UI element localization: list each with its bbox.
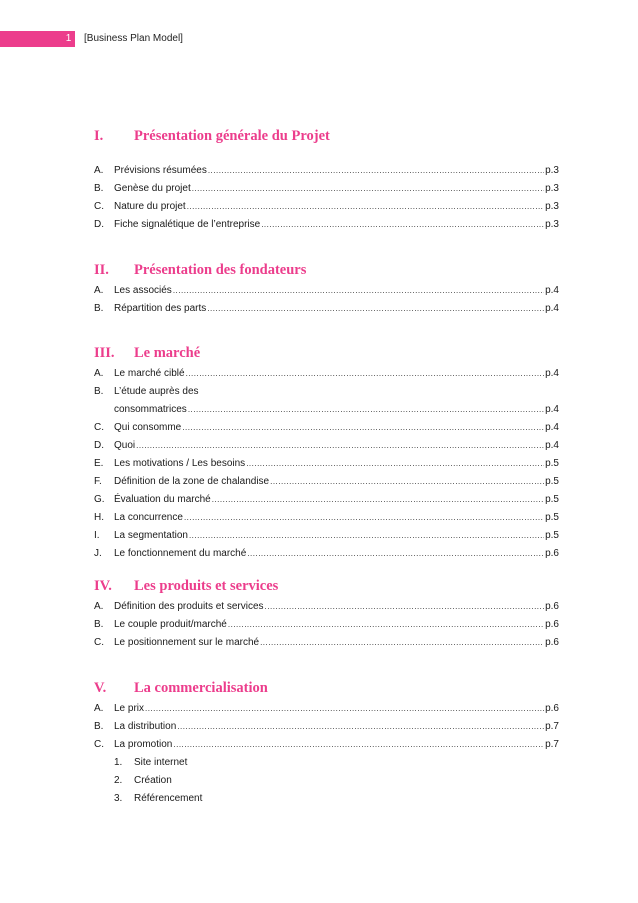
entry-letter: I.	[94, 530, 100, 541]
toc-entry[interactable]	[94, 545, 559, 563]
entry-text: La distribution	[114, 721, 177, 732]
entry-text: La promotion	[114, 739, 173, 750]
toc-entry[interactable]	[94, 527, 559, 545]
toc-entry[interactable]	[94, 509, 559, 527]
dot-leader	[247, 545, 544, 563]
entry-page: p.4	[545, 303, 559, 314]
section-heading	[94, 578, 559, 598]
entry-page: p.3	[545, 201, 559, 212]
toc-entry[interactable]	[94, 736, 559, 754]
entry-page: p.5	[545, 458, 559, 469]
entry-text: Genèse du projet	[114, 183, 191, 194]
section-number: III.	[94, 345, 115, 361]
entry-page: p.5	[545, 476, 559, 487]
section-number: I.	[94, 128, 104, 144]
section-heading	[94, 680, 559, 700]
dot-leader	[184, 509, 544, 527]
entry-letter: A.	[94, 165, 104, 176]
entry-page: p.4	[545, 422, 559, 433]
dot-leader	[186, 365, 545, 383]
entry-letter: B.	[94, 303, 104, 314]
toc-entry[interactable]	[94, 419, 559, 437]
entry-text-continuation: consommatrices	[114, 404, 187, 415]
entry-text: Le prix	[114, 703, 145, 714]
toc-entry[interactable]	[94, 718, 559, 736]
dot-leader	[189, 527, 544, 545]
entry-text: Définition de la zone de chalandise	[114, 476, 270, 487]
toc-subentry[interactable]	[114, 790, 559, 808]
entry-text: Le marché ciblé	[114, 368, 185, 379]
section-title: Présentation générale du Projet	[134, 128, 330, 144]
dot-leader	[212, 491, 544, 509]
subentry-text: Référencement	[134, 793, 203, 804]
dot-leader	[145, 700, 544, 718]
entry-letter: B.	[94, 619, 104, 630]
entry-text: Répartition des parts	[114, 303, 207, 314]
entry-letter: C.	[94, 637, 104, 648]
toc-section-1	[94, 128, 559, 234]
entry-letter: G.	[94, 494, 105, 505]
dot-leader	[207, 300, 544, 318]
toc-subentry[interactable]	[114, 772, 559, 790]
entry-letter: D.	[94, 219, 104, 230]
entry-text: Les associés	[114, 285, 172, 296]
toc-entry[interactable]	[94, 162, 559, 180]
entry-text: Définition des produits et services	[114, 601, 264, 612]
toc-section-3	[94, 345, 559, 563]
document-header-title: [Business Plan Model]	[84, 33, 183, 44]
toc-entry[interactable]	[94, 180, 559, 198]
entry-text: Les motivations / Les besoins	[114, 458, 246, 469]
dot-leader	[208, 162, 544, 180]
section-number: V.	[94, 680, 107, 696]
entry-letter: A.	[94, 703, 104, 714]
entry-letter: C.	[94, 422, 104, 433]
entry-page: p.7	[545, 721, 559, 732]
section-title: Les produits et services	[134, 578, 279, 594]
toc-entry[interactable]	[94, 216, 559, 234]
toc-section-4	[94, 578, 559, 652]
dot-leader	[187, 198, 544, 216]
toc-entry[interactable]	[94, 598, 559, 616]
dot-leader	[173, 736, 544, 754]
entry-text: Fiche signalétique de l’entreprise	[114, 219, 261, 230]
entry-letter: F.	[94, 476, 102, 487]
entry-page: p.4	[545, 285, 559, 296]
dot-leader	[177, 718, 544, 736]
toc-entry-continuation[interactable]	[94, 401, 559, 419]
dot-leader	[270, 473, 544, 491]
section-heading	[94, 128, 559, 148]
entry-page: p.7	[545, 739, 559, 750]
entry-text: Nature du projet	[114, 201, 186, 212]
entry-page: p.3	[545, 183, 559, 194]
dot-leader	[182, 419, 544, 437]
toc-entry[interactable]	[94, 700, 559, 718]
entry-text: Prévisions résumées	[114, 165, 207, 176]
toc-entry[interactable]	[94, 198, 559, 216]
entry-letter: H.	[94, 512, 104, 523]
entry-letter: C.	[94, 739, 104, 750]
toc-entry[interactable]	[94, 616, 559, 634]
section-title: La commercialisation	[134, 680, 268, 696]
entry-letter: B.	[94, 183, 104, 194]
entry-text: Le positionnement sur le marché	[114, 637, 260, 648]
entry-page: p.4	[545, 440, 559, 451]
dot-leader	[261, 216, 544, 234]
toc-section-5	[94, 680, 559, 808]
entry-text: La concurrence	[114, 512, 183, 523]
toc-entry[interactable]	[94, 300, 559, 318]
toc-entry[interactable]	[94, 491, 559, 509]
entry-text: Le fonctionnement du marché	[114, 548, 247, 559]
section-number: IV.	[94, 578, 112, 594]
entry-letter: B.	[94, 386, 104, 397]
entry-text: Qui consomme	[114, 422, 182, 433]
dot-leader	[265, 598, 545, 616]
entry-page: p.5	[545, 530, 559, 541]
toc-entry[interactable]	[94, 634, 559, 652]
entry-page: p.6	[545, 601, 559, 612]
dot-leader	[192, 180, 544, 198]
page-number: 1	[65, 33, 72, 44]
entry-page: p.3	[545, 165, 559, 176]
dot-leader	[228, 616, 544, 634]
toc-subentry[interactable]	[114, 754, 559, 772]
toc-entry[interactable]	[94, 455, 559, 473]
entry-page: p.6	[545, 703, 559, 714]
toc-entry[interactable]	[94, 282, 559, 300]
entry-text: L’étude auprès des	[114, 386, 199, 397]
entry-letter: C.	[94, 201, 104, 212]
entry-page: p.6	[545, 548, 559, 559]
section-heading	[94, 345, 559, 365]
dot-leader	[173, 282, 544, 300]
entry-text: La segmentation	[114, 530, 188, 541]
entry-page: p.4	[545, 404, 559, 415]
entry-page: p.3	[545, 219, 559, 230]
toc-entry-wrapped[interactable]	[94, 383, 559, 401]
entry-text: Évaluation du marché	[114, 494, 211, 505]
subentry-number: 1.	[114, 757, 123, 768]
section-number: II.	[94, 262, 109, 278]
section-title: Le marché	[134, 345, 201, 361]
entry-letter: A.	[94, 285, 104, 296]
subentry-number: 3.	[114, 793, 123, 804]
entry-letter: A.	[94, 368, 104, 379]
toc-entry[interactable]	[94, 437, 559, 455]
entry-letter: D.	[94, 440, 104, 451]
section-title: Présentation des fondateurs	[134, 262, 307, 278]
entry-page: p.5	[545, 512, 559, 523]
dot-leader	[188, 401, 544, 419]
dot-leader	[136, 437, 544, 455]
toc-entry[interactable]	[94, 365, 559, 383]
entry-page: p.6	[545, 619, 559, 630]
entry-text: Quoi	[114, 440, 136, 451]
dot-leader	[246, 455, 544, 473]
section-heading	[94, 262, 559, 282]
entry-letter: B.	[94, 721, 104, 732]
dot-leader	[260, 634, 544, 652]
entry-text: Le couple produit/marché	[114, 619, 227, 630]
entry-page: p.5	[545, 494, 559, 505]
entry-letter: J.	[94, 548, 102, 559]
entry-page: p.4	[545, 368, 559, 379]
entry-letter: A.	[94, 601, 104, 612]
subentry-text: Site internet	[134, 757, 188, 768]
entry-letter: E.	[94, 458, 104, 469]
toc-section-2	[94, 262, 559, 318]
toc-entry[interactable]	[94, 473, 559, 491]
entry-page: p.6	[545, 637, 559, 648]
subentry-text: Création	[134, 775, 172, 786]
subentry-number: 2.	[114, 775, 123, 786]
